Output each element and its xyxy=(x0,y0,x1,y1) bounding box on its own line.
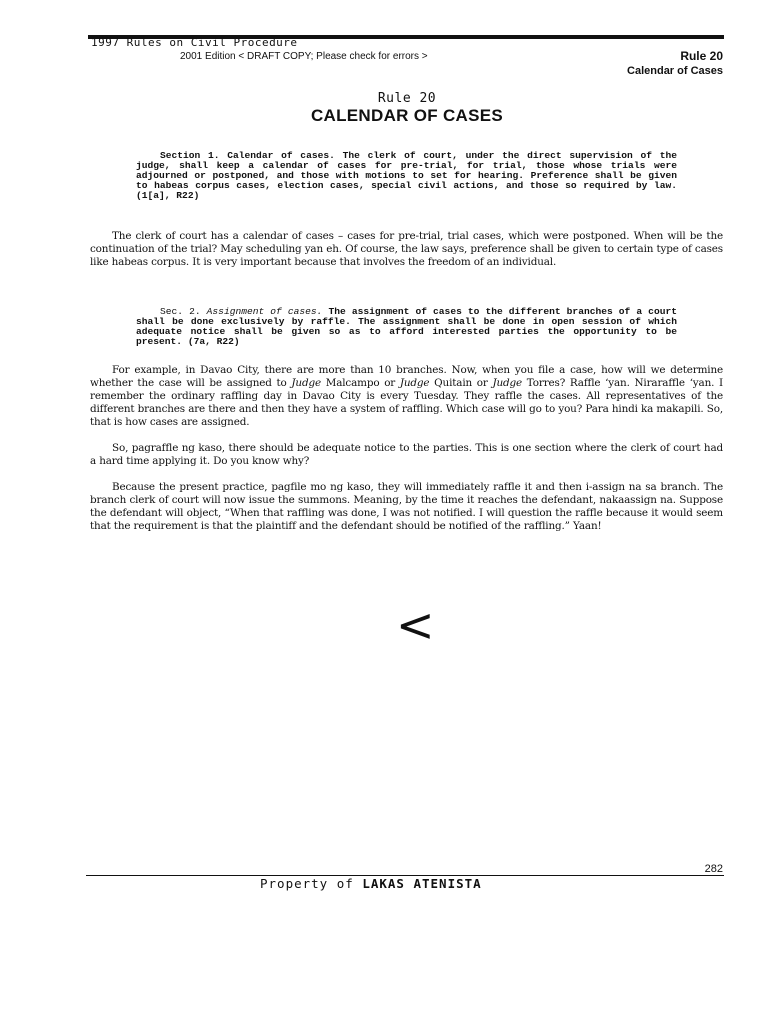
page-number: 282 xyxy=(704,863,723,875)
property-prefix: Property of xyxy=(260,876,363,891)
commentary-paragraph xyxy=(90,442,723,468)
book-title: 1997 Rules on Civil Procedure xyxy=(91,37,298,47)
judge-title: Judge xyxy=(291,377,321,389)
less-than-marker: < xyxy=(396,598,435,652)
rule-title: CALENDAR OF CASES xyxy=(310,106,504,125)
commentary-4-text: Because the present practice, pagfile mo ng kaso, they will immediately raffle it and then i-assign na sa branch. The branch clerk of court will now issue the summons. Meaning, by the time it reaches the defendant, nakaassign na. Suppose the defendant will object, “When that raffling was done, I was not notified. I will question the raffle because it would seem that the requirement is that the plaintiff and the defendant should be notified of the raffling.” Yaan! xyxy=(90,481,723,532)
section-2-provision xyxy=(136,307,677,347)
rule-number: Rule 20 xyxy=(377,91,437,106)
commentary-2-part1: For example, in Davao City, there are more than 10 branches. Now, when you file a case, how will we determine whether the case will be assigned to xyxy=(90,364,723,389)
section-2-number: Sec. 2. xyxy=(160,306,201,317)
commentary-paragraph xyxy=(90,230,723,269)
edition-note: 2001 Edition < DRAFT COPY; Please check for errors > xyxy=(180,51,428,62)
commentary-2-judge1: Malcampo or xyxy=(320,377,400,389)
section-2-body: The assignment of cases to the different branches of a court shall be done exclusively by raffle. The assignment shall be done in open session of which adequate notice shall be given so as to afford interested parties the opportunity to be present. (7a, R22) xyxy=(136,306,677,348)
running-header-rule: Rule 20 xyxy=(680,49,723,63)
section-1-text: Section 1. Calendar of cases. The clerk of court, under the direct supervision of the judge, shall keep a calendar of cases for pre-trial, for trial, those whose trials were adjourned or postponed, and those with motions to set for hearing. Preference shall be given to habeas corpus cases, election cases, special civil actions, and those so required by law. (1[a], R22) xyxy=(136,150,677,202)
commentary-paragraph xyxy=(90,481,723,533)
section-1-provision xyxy=(136,151,677,201)
property-owner: LAKAS ATENISTA xyxy=(362,876,482,891)
judge-title: Judge xyxy=(492,377,523,389)
commentary-1-text: The clerk of court has a calendar of cases – cases for pre-trial, trial cases, which were postponed. When will be the continuation of the trial? May scheduling yan eh. Of course, the law says, preference shall be given to certain type of cases like habeas corpus. It is very important because that involves the freedom of an individual. xyxy=(90,230,723,268)
commentary-2-judge2: Quitain or xyxy=(429,377,493,389)
footer-property xyxy=(260,876,482,891)
commentary-2-part2: Torres? Raffle ‘yan. Niraraffle ‘yan. I remember the ordinary raffling day in Davao City is every Tuesday. They raffle the cases. All representatives of the different branches are there and then they have a system of raffling. Which case will go to you? Para hindi ka makapili. So, that is how cases are assigned. xyxy=(90,377,723,428)
judge-title: Judge xyxy=(399,377,430,389)
section-2-heading: Assignment of cases. xyxy=(206,306,323,317)
commentary-3-text: So, pagraffle ng kaso, there should be adequate notice to the parties. This is one section where the clerk of court had a hard time applying it. Do you know why? xyxy=(90,442,723,467)
commentary-paragraph xyxy=(90,364,723,429)
running-header-subtitle: Calendar of Cases xyxy=(627,65,723,77)
